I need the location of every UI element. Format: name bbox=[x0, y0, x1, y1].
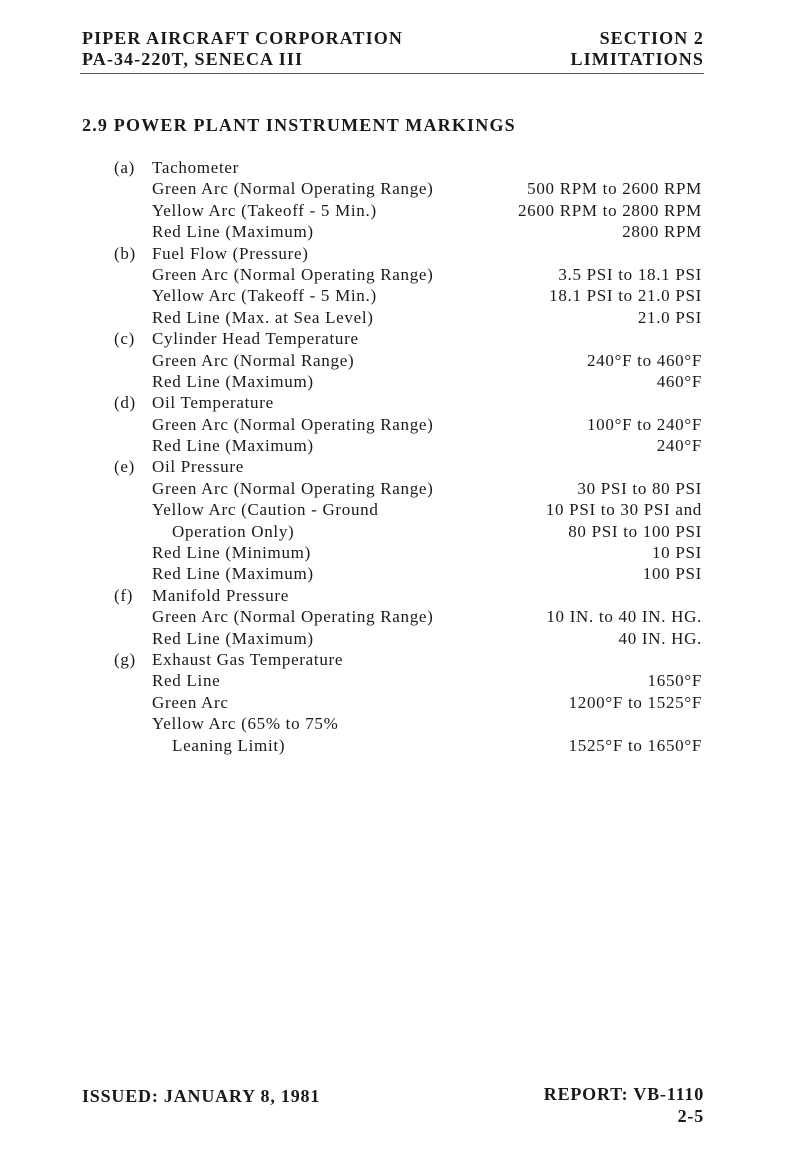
marking-label: Green Arc (Normal Operating Range) bbox=[152, 607, 434, 627]
marking-value: 100°F to 240°F bbox=[586, 414, 702, 434]
group-title: Manifold Pressure bbox=[152, 585, 290, 605]
markings-group-oil-pressure bbox=[0, 456, 800, 584]
group-heading bbox=[0, 585, 800, 606]
marking-value: 1200°F to 1525°F bbox=[568, 692, 702, 712]
group-title: Tachometer bbox=[152, 158, 239, 177]
marking-row bbox=[0, 285, 800, 306]
group-letter: (d) bbox=[114, 393, 136, 413]
marking-label: Green Arc (Normal Range) bbox=[152, 350, 355, 370]
marking-value: 1525°F to 1650°F bbox=[568, 735, 702, 755]
marking-label: Green Arc (Normal Operating Range) bbox=[152, 478, 434, 498]
marking-value: 10 PSI bbox=[651, 543, 702, 563]
marking-value: 460°F bbox=[656, 371, 702, 391]
group-title: Cylinder Head Temperature bbox=[152, 329, 359, 349]
markings-group-cylinder-head-temperature bbox=[0, 328, 800, 392]
marking-value: 2600 RPM to 2800 RPM bbox=[517, 200, 702, 220]
group-letter: (e) bbox=[114, 457, 135, 477]
marking-value: 1650°F bbox=[647, 671, 702, 691]
footer-right bbox=[544, 1083, 704, 1127]
markings-group-manifold-pressure bbox=[0, 585, 800, 649]
marking-label: Red Line (Maximum) bbox=[152, 436, 314, 456]
marking-row bbox=[0, 435, 800, 456]
marking-row bbox=[0, 350, 800, 371]
marking-row bbox=[0, 542, 800, 563]
header-divider bbox=[80, 73, 704, 74]
marking-label: Red Line (Maximum) bbox=[152, 222, 314, 242]
marking-value: 40 IN. HG. bbox=[618, 628, 702, 648]
marking-label: Green Arc bbox=[152, 692, 229, 712]
marking-row bbox=[0, 499, 800, 520]
header-section: SECTION 2 bbox=[599, 28, 704, 48]
group-heading bbox=[0, 328, 800, 349]
footer-page-number: 2-5 bbox=[677, 1106, 704, 1126]
marking-row-continuation bbox=[0, 521, 800, 542]
marking-label: Green Arc (Normal Operating Range) bbox=[152, 179, 434, 199]
instrument-markings-list bbox=[0, 157, 800, 756]
marking-row bbox=[0, 221, 800, 242]
group-title: Oil Pressure bbox=[152, 457, 244, 477]
marking-row bbox=[0, 692, 800, 713]
marking-row bbox=[0, 371, 800, 392]
marking-label: Red Line (Maximum) bbox=[152, 564, 314, 584]
group-title: Oil Temperature bbox=[152, 393, 274, 413]
marking-row bbox=[0, 628, 800, 649]
marking-label: Green Arc (Normal Operating Range) bbox=[152, 264, 434, 284]
marking-row bbox=[0, 178, 800, 199]
marking-value: 80 PSI to 100 PSI bbox=[568, 521, 702, 541]
marking-label: Yellow Arc (Caution - Ground bbox=[152, 500, 379, 520]
marking-label: Red Line (Minimum) bbox=[152, 543, 311, 563]
marking-value: 21.0 PSI bbox=[637, 307, 702, 327]
marking-label: Red Line (Max. at Sea Level) bbox=[152, 307, 374, 327]
marking-label: Yellow Arc (Takeoff - 5 Min.) bbox=[152, 286, 377, 306]
marking-row bbox=[0, 414, 800, 435]
marking-value: 10 IN. to 40 IN. HG. bbox=[546, 607, 702, 627]
marking-row bbox=[0, 264, 800, 285]
marking-value: 18.1 PSI to 21.0 PSI bbox=[549, 286, 702, 306]
marking-row-continuation bbox=[0, 735, 800, 756]
section-title: 2.9 POWER PLANT INSTRUMENT MARKINGS bbox=[82, 115, 516, 135]
group-letter: (f) bbox=[114, 585, 134, 605]
marking-label: Yellow Arc (Takeoff - 5 Min.) bbox=[152, 200, 377, 220]
header-left bbox=[82, 28, 403, 70]
marking-label: Red Line (Maximum) bbox=[152, 371, 314, 391]
marking-value: 240°F to 460°F bbox=[586, 350, 702, 370]
marking-value: 3.5 PSI to 18.1 PSI bbox=[558, 264, 702, 284]
marking-value: 30 PSI to 80 PSI bbox=[577, 478, 702, 498]
marking-label: Yellow Arc (65% to 75% bbox=[152, 714, 339, 734]
group-letter: (b) bbox=[114, 243, 136, 263]
markings-group-fuel-flow bbox=[0, 243, 800, 329]
footer-issued-date: ISSUED: JANUARY 8, 1981 bbox=[82, 1086, 321, 1106]
group-heading bbox=[0, 157, 800, 178]
group-letter: (g) bbox=[114, 649, 136, 669]
marking-value: 2800 RPM bbox=[622, 222, 702, 242]
header-section-name: LIMITATIONS bbox=[570, 49, 704, 69]
group-letter: (c) bbox=[114, 329, 135, 349]
marking-row bbox=[0, 606, 800, 627]
marking-value: 100 PSI bbox=[642, 564, 702, 584]
group-heading bbox=[0, 649, 800, 670]
markings-group-oil-temperature bbox=[0, 392, 800, 456]
marking-value: 240°F bbox=[656, 436, 702, 456]
marking-label: Operation Only) bbox=[172, 521, 295, 541]
marking-row bbox=[0, 563, 800, 584]
group-heading bbox=[0, 243, 800, 264]
marking-label: Leaning Limit) bbox=[172, 735, 286, 755]
group-title: Fuel Flow (Pressure) bbox=[152, 243, 309, 263]
group-title: Exhaust Gas Temperature bbox=[152, 649, 344, 669]
marking-value: 500 RPM to 2600 RPM bbox=[527, 179, 702, 199]
group-heading bbox=[0, 392, 800, 413]
group-heading bbox=[0, 456, 800, 477]
marking-label: Red Line (Maximum) bbox=[152, 628, 314, 648]
header-right bbox=[571, 28, 704, 70]
header-company: PIPER AIRCRAFT CORPORATION bbox=[82, 28, 403, 48]
marking-label: Red Line bbox=[152, 671, 221, 691]
footer-report-number: REPORT: VB-1110 bbox=[543, 1084, 704, 1104]
marking-value: 10 PSI to 30 PSI and bbox=[545, 500, 702, 520]
marking-row bbox=[0, 307, 800, 328]
header-model: PA-34-220T, SENECA III bbox=[82, 49, 304, 69]
markings-group-tachometer bbox=[0, 157, 800, 243]
group-letter: (a) bbox=[114, 158, 135, 177]
marking-row bbox=[0, 200, 800, 221]
marking-row bbox=[0, 670, 800, 691]
marking-row bbox=[0, 478, 800, 499]
markings-group-exhaust-gas-temperature bbox=[0, 649, 800, 756]
marking-row bbox=[0, 713, 800, 734]
marking-label: Green Arc (Normal Operating Range) bbox=[152, 414, 434, 434]
